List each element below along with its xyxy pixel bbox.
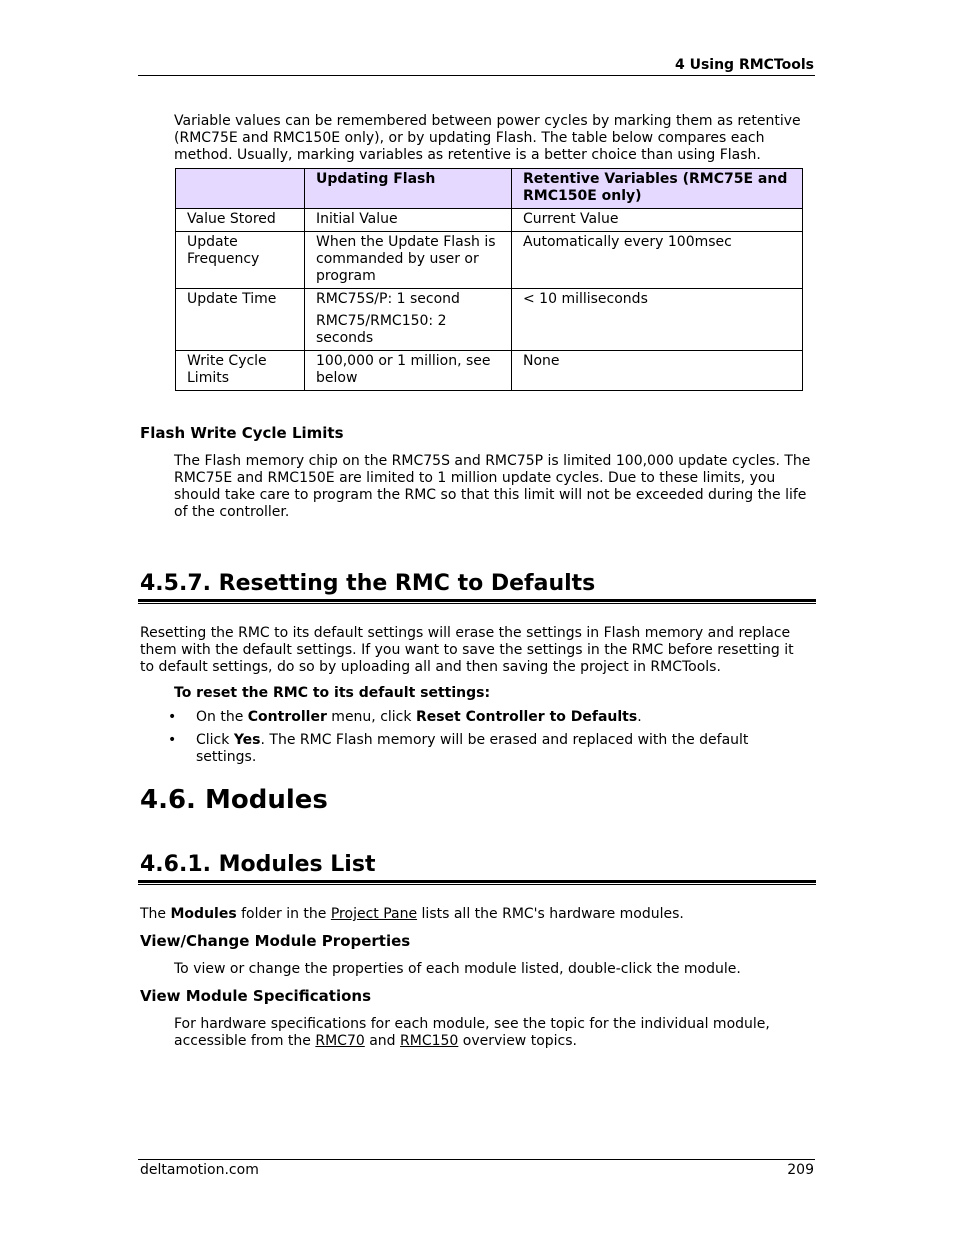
- bullet-icon: •: [168, 732, 177, 748]
- table-row: [176, 232, 803, 289]
- table-row: [176, 209, 803, 232]
- table-row: [176, 289, 803, 351]
- table-cell-label: Update Frequency: [176, 232, 305, 289]
- footer-rule: [138, 1159, 815, 1160]
- table-row: [176, 351, 803, 391]
- table-header-cell: Retentive Variables (RMC75E and RMC150E only): [512, 169, 803, 209]
- chapter-title-modules: 4.6. Modules: [140, 785, 328, 815]
- section-title-modules-list: 4.6.1. Modules List: [140, 852, 376, 877]
- table-cell-flash: When the Update Flash is commanded by user or program: [305, 232, 512, 289]
- table-header-row: [176, 169, 803, 209]
- menu-name: Controller: [247, 709, 327, 725]
- table-cell-retentive: None: [512, 351, 803, 391]
- spec-paragraph: For hardware specifications for each module, see the topic for the individual module, accessible from the RMC70 and RMC150 overview topics.: [174, 1016, 770, 1049]
- section-rule: [138, 880, 816, 885]
- table-cell-flash: Initial Value: [305, 209, 512, 232]
- table-cell-line: RMC75/RMC150: 2 seconds: [316, 313, 447, 346]
- comparison-table: [175, 168, 803, 391]
- table-cell-label: Update Time: [176, 289, 305, 351]
- page-number: 209: [787, 1162, 814, 1178]
- procedure-heading: To reset the RMC to its default settings:: [174, 685, 491, 701]
- reset-steps-list: [168, 709, 808, 772]
- project-pane-link[interactable]: Project Pane: [330, 906, 418, 922]
- intro-paragraph: Variable values can be remembered between power cycles by marking them as retentive (RMC75E and RMC150E only), or by updating Flash. The table below compares each method. Usually, marking variables as retentive is a better choice than using Flash.: [174, 113, 801, 163]
- list-item: • Click Yes. The RMC Flash memory will be erased and replaced with the default settings.: [168, 732, 749, 765]
- section-title-reset: 4.5.7. Resetting the RMC to Defaults: [140, 571, 596, 596]
- list-item: • On the Controller menu, click Reset Controller to Defaults.: [168, 709, 642, 725]
- view-change-heading: View/Change Module Properties: [140, 932, 411, 950]
- table-cell-label: Value Stored: [176, 209, 305, 232]
- flash-limits-paragraph: The Flash memory chip on the RMC75S and RMC75P is limited 100,000 update cycles. The RMC75E and RMC150E are limited to 1 million update cycles. Due to these limits, you should take care to program the RMC so that this limit will not be exceeded during the life of the controller.: [174, 453, 811, 520]
- table-cell-retentive: Automatically every 100msec: [512, 232, 803, 289]
- table-cell-label: Write Cycle Limits: [176, 351, 305, 391]
- reset-paragraph: Resetting the RMC to its default settings will erase the settings in Flash memory and replace them with the default settings. If you want to save the settings in the RMC before resetting it to default settings, do so by uploading all and then saving the project in RMCTools.: [140, 625, 794, 675]
- section-rule: [138, 599, 816, 604]
- running-header: 4 Using RMCTools: [674, 57, 814, 73]
- flash-limits-heading: Flash Write Cycle Limits: [140, 424, 344, 442]
- rmc150-link[interactable]: RMC150: [400, 1033, 459, 1049]
- table-cell-flash: 100,000 or 1 million, see below: [305, 351, 512, 391]
- bullet-icon: •: [168, 709, 177, 725]
- menu-command: Reset Controller to Defaults: [415, 709, 638, 725]
- footer-site: deltamotion.com: [140, 1162, 259, 1178]
- table-cell-retentive: Current Value: [512, 209, 803, 232]
- view-change-paragraph: To view or change the properties of each module listed, double-click the module.: [174, 961, 741, 977]
- button-name: Yes: [233, 732, 261, 748]
- header-rule: [138, 75, 815, 76]
- rmc70-link[interactable]: RMC70: [315, 1033, 365, 1049]
- table-cell-flash: [305, 289, 512, 351]
- table-header-cell: Updating Flash: [305, 169, 512, 209]
- table-cell-line: RMC75S/P: 1 second: [316, 291, 460, 307]
- modules-paragraph: The Modules folder in the Project Pane lists all the RMC's hardware modules.: [140, 906, 684, 922]
- table-cell-retentive: < 10 milliseconds: [512, 289, 803, 351]
- table-header-cell: [176, 169, 305, 209]
- spec-heading: View Module Specifications: [140, 987, 372, 1005]
